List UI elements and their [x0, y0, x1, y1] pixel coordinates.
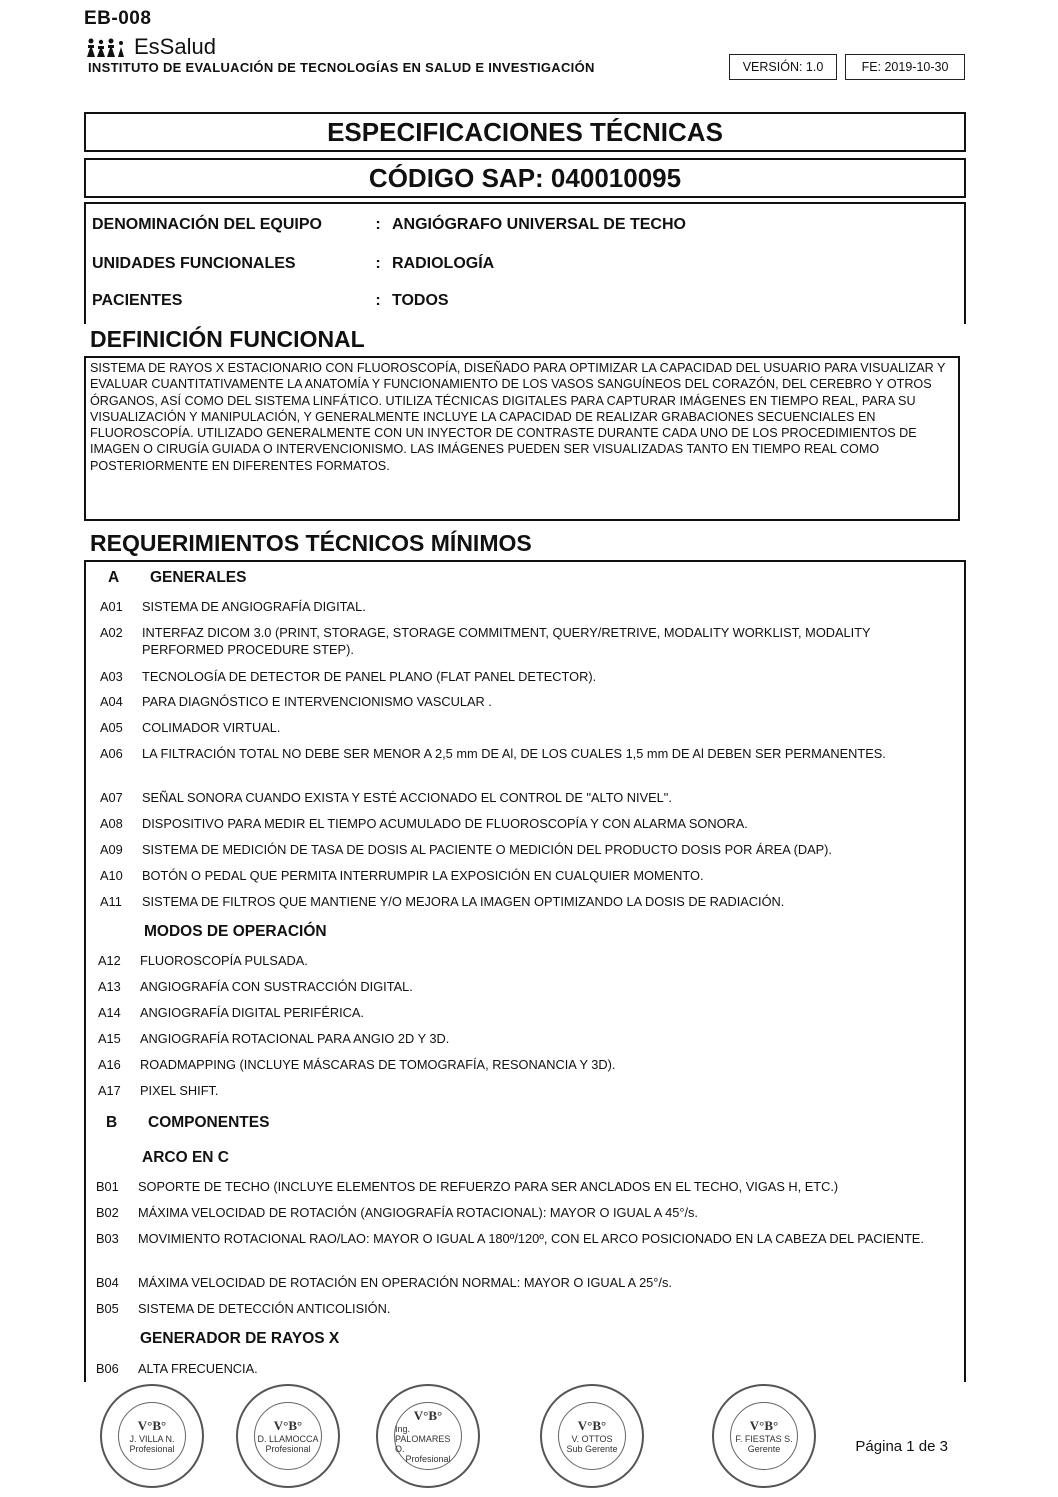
item-code: A11: [100, 894, 122, 909]
people-logo-icon: [86, 37, 130, 57]
item-code: A04: [100, 694, 123, 709]
item-code: A01: [100, 599, 123, 614]
stamp-role: Sub Gerente: [566, 1444, 618, 1454]
stamp-inner: [254, 1402, 322, 1470]
item-text: ANGIOGRAFÍA ROTACIONAL PARA ANGIO 2D Y 3D.: [140, 1031, 450, 1046]
approval-stamp: [540, 1384, 644, 1488]
section-title: COMPONENTES: [148, 1114, 270, 1131]
institute-name: INSTITUTO DE EVALUACIÓN DE TECNOLOGÍAS EN SALUD E INVESTIGACIÓN: [88, 60, 595, 75]
list-item: [98, 1004, 950, 1021]
ident-label: PACIENTES: [92, 292, 183, 309]
ident-value: RADIOLOGÍA: [392, 255, 495, 272]
definition-text: SISTEMA DE RAYOS X ESTACIONARIO CON FLUOROSCOPÍA, DISEÑADO PARA OPTIMIZAR LA CAPACIDAD DEL USUARIO PARA VISUALIZAR Y EVALUAR CUANTITATIVAMENTE LA ANATOMÍA Y FUNCIONAMIENTO DE LOS VASOS SANGUÍNEOS DEL CORAZÓN, DEL CEREBRO Y OTROS ÓRGANOS, ASÍ COMO DEL SISTEMA LINFÁTICO. UTILIZA TÉCNICAS DIGITALES PARA CAPTURAR IMÁGENES EN TIEMPO REAL, PARA SU VISUALIZACIÓN Y MANIPULACIÓN, Y GENERALMENTE INCLUYE LA CAPACIDAD DE REALIZAR GRABACIONES SECUENCIALES EN FLUOROSCOPÍA. UTILIZADO GENERALMENTE CON UN INYECTOR DE CONTRASTE DURANTE CADA UNO DE LOS PROCEDIMIENTOS DE IMAGEN O CIRUGÍA GUIADA O INTERVENCIONISMO. LAS IMÁGENES PUEDEN SER VISUALIZADAS TANTO EN TIEMPO REAL COMO POSTERIORMENTE EN DIFERENTES FORMATOS.: [84, 356, 960, 521]
item-code: A17: [98, 1083, 121, 1098]
list-item: [100, 668, 952, 685]
stamp-vb: V°B°: [749, 1418, 779, 1433]
item-code: A09: [100, 842, 123, 857]
item-text: MÁXIMA VELOCIDAD DE ROTACIÓN (ANGIOGRAFÍA ROTACIONAL): MAYOR O IGUAL A 45°/s.: [138, 1205, 698, 1220]
stamp-inner: [558, 1402, 626, 1470]
stamp-inner: [730, 1402, 798, 1470]
date-box: FE: 2019-10-30: [845, 54, 965, 80]
list-item: [96, 1178, 948, 1195]
list-item: [98, 1082, 950, 1099]
section-a-heading: [108, 569, 246, 587]
stamp-name: J. VILLA N.: [129, 1434, 175, 1444]
list-item: [96, 1230, 948, 1247]
item-code: B04: [96, 1275, 119, 1290]
stamp-role: Profesional: [405, 1454, 451, 1464]
item-code: A06: [100, 746, 123, 761]
list-item: [100, 719, 952, 736]
stamp-inner: [118, 1402, 186, 1470]
ident-label: UNIDADES FUNCIONALES: [92, 255, 296, 272]
approval-stamp: [712, 1384, 816, 1488]
item-text: SEÑAL SONORA CUANDO EXISTA Y ESTÉ ACCIONADO EL CONTROL DE "ALTO NIVEL".: [142, 790, 672, 805]
item-text: ANGIOGRAFÍA CON SUSTRACCIÓN DIGITAL.: [140, 979, 413, 994]
item-code: B01: [96, 1179, 119, 1194]
item-text: TECNOLOGÍA DE DETECTOR DE PANEL PLANO (FLAT PANEL DETECTOR).: [142, 669, 597, 684]
list-item: [98, 978, 950, 995]
item-text: LA FILTRACIÓN TOTAL NO DEBE SER MENOR A 2,5 mm DE Al, DE LOS CUALES 1,5 mm DE Al DEBEN SER PERMANENTES.: [142, 746, 886, 761]
item-code: B06: [96, 1361, 119, 1376]
list-item: [100, 789, 952, 806]
item-text: INTERFAZ DICOM 3.0 (PRINT, STORAGE, STORAGE COMMITMENT, QUERY/RETRIVE, MODALITY WORKLIST, MODALITY PERFORMED PROCEDURE STEP).: [142, 625, 871, 657]
stamp-vb: V°B°: [137, 1418, 167, 1433]
requirements-heading: REQUERIMIENTOS TÉCNICOS MÍNIMOS: [90, 530, 532, 556]
item-text: MÁXIMA VELOCIDAD DE ROTACIÓN EN OPERACIÓN NORMAL: MAYOR O IGUAL A 25°/s.: [138, 1275, 672, 1290]
approval-stamp: [376, 1384, 480, 1488]
stamp-role: Gerente: [747, 1444, 781, 1454]
section-b-heading: [106, 1114, 269, 1132]
document-code: EB-008: [84, 8, 152, 29]
document-title: ESPECIFICACIONES TÉCNICAS: [84, 112, 966, 152]
stamp-vb: V°B°: [413, 1408, 443, 1423]
section-title: GENERALES: [150, 569, 247, 586]
item-code: B02: [96, 1205, 119, 1220]
stamp-name: D. LLAMOCCA: [257, 1434, 319, 1444]
list-item: [98, 1056, 950, 1073]
item-code: A05: [100, 720, 123, 735]
item-code: A15: [98, 1031, 121, 1046]
stamp-name: Ing. PALOMARES O.: [395, 1424, 451, 1454]
list-item: [96, 1360, 948, 1377]
item-text: PIXEL SHIFT.: [140, 1083, 219, 1098]
section-letter: B: [106, 1114, 118, 1131]
list-item: [96, 1300, 948, 1317]
list-item: [98, 1030, 950, 1047]
item-code: B03: [96, 1231, 119, 1246]
list-item: [100, 841, 952, 858]
requirements-box: [84, 560, 966, 1382]
item-code: A03: [100, 669, 123, 684]
stamp-vb: V°B°: [577, 1418, 607, 1433]
sap-code: CÓDIGO SAP: 040010095: [84, 158, 966, 198]
item-code: A08: [100, 816, 123, 831]
item-code: A13: [98, 979, 121, 994]
list-item: [96, 1204, 948, 1221]
item-text: SISTEMA DE FILTROS QUE MANTIENE Y/O MEJORA LA IMAGEN OPTIMIZANDO LA DOSIS DE RADIACIÓN.: [142, 894, 785, 909]
item-text: PARA DIAGNÓSTICO E INTERVENCIONISMO VASCULAR .: [142, 694, 492, 709]
stamp-name: V. OTTOS: [571, 1434, 613, 1444]
item-text: SISTEMA DE DETECCIÓN ANTICOLISIÓN.: [138, 1301, 391, 1316]
modes-heading: MODOS DE OPERACIÓN: [144, 923, 327, 940]
item-code: A16: [98, 1057, 121, 1072]
item-code: A14: [98, 1005, 121, 1020]
ident-value: ANGIÓGRAFO UNIVERSAL DE TECHO: [392, 216, 686, 233]
list-item: [100, 893, 952, 910]
list-item: [98, 952, 950, 969]
stamp-vb: V°B°: [273, 1418, 303, 1433]
ident-row-patients: [92, 292, 449, 310]
stamp-role: Profesional: [129, 1444, 175, 1454]
list-item: [100, 624, 952, 658]
list-item: [100, 815, 952, 832]
item-text: BOTÓN O PEDAL QUE PERMITA INTERRUMPIR LA EXPOSICIÓN EN CUALQUIER MOMENTO.: [142, 868, 704, 883]
item-text: COLIMADOR VIRTUAL.: [142, 720, 281, 735]
stamp-inner: [394, 1402, 462, 1470]
approval-stamp: [100, 1384, 204, 1488]
stamp-name: F. FIESTAS S.: [735, 1434, 793, 1444]
list-item: [100, 745, 952, 762]
list-item: [100, 598, 952, 615]
item-text: SISTEMA DE ANGIOGRAFÍA DIGITAL.: [142, 599, 366, 614]
item-text: SISTEMA DE MEDICIÓN DE TASA DE DOSIS AL PACIENTE O MEDICIÓN DEL PRODUCTO DOSIS POR ÁREA (DAP).: [142, 842, 832, 857]
list-item: [100, 867, 952, 884]
page-number: Página 1 de 3: [855, 1438, 948, 1455]
section-letter: A: [108, 569, 120, 586]
definition-heading: DEFINICIÓN FUNCIONAL: [90, 326, 365, 352]
item-text: SOPORTE DE TECHO (INCLUYE ELEMENTOS DE REFUERZO PARA SER ANCLADOS EN EL TECHO, VIGAS H, ETC.): [138, 1179, 839, 1194]
ident-sep: :: [375, 292, 381, 309]
item-code: A02: [100, 625, 123, 640]
equipment-identification: [84, 202, 966, 324]
item-text: MOVIMIENTO ROTACIONAL RAO/LAO: MAYOR O IGUAL A 180º/120º, CON EL ARCO POSICIONADO EN LA CABEZA DEL PACIENTE.: [138, 1231, 924, 1246]
version-box: VERSIÓN: 1.0: [729, 54, 837, 80]
item-code: A12: [98, 953, 121, 968]
list-item: [100, 693, 952, 710]
item-text: ANGIOGRAFÍA DIGITAL PERIFÉRICA.: [140, 1005, 364, 1020]
approval-stamp: [236, 1384, 340, 1488]
item-text: FLUOROSCOPÍA PULSADA.: [140, 953, 308, 968]
item-text: ROADMAPPING (INCLUYE MÁSCARAS DE TOMOGRAFÍA, RESONANCIA Y 3D).: [140, 1057, 616, 1072]
item-code: A10: [100, 868, 123, 883]
arco-heading: ARCO EN C: [142, 1149, 229, 1166]
ident-sep: :: [375, 255, 381, 272]
item-code: A07: [100, 790, 123, 805]
item-code: B05: [96, 1301, 119, 1316]
stamp-role: Profesional: [265, 1444, 311, 1454]
ident-label: DENOMINACIÓN DEL EQUIPO: [92, 216, 322, 233]
ident-sep: :: [375, 216, 381, 233]
ident-row-units: [92, 255, 494, 273]
item-text: DISPOSITIVO PARA MEDIR EL TIEMPO ACUMULADO DE FLUOROSCOPÍA Y CON ALARMA SONORA.: [142, 816, 748, 831]
item-text: ALTA FRECUENCIA.: [138, 1361, 258, 1376]
ident-value: TODOS: [392, 292, 449, 309]
ident-row-equipment: [92, 216, 686, 234]
brand-name: EsSalud: [134, 34, 216, 59]
generator-heading: GENERADOR DE RAYOS X: [140, 1330, 340, 1347]
essalud-logo: [86, 34, 216, 60]
list-item: [96, 1274, 948, 1291]
